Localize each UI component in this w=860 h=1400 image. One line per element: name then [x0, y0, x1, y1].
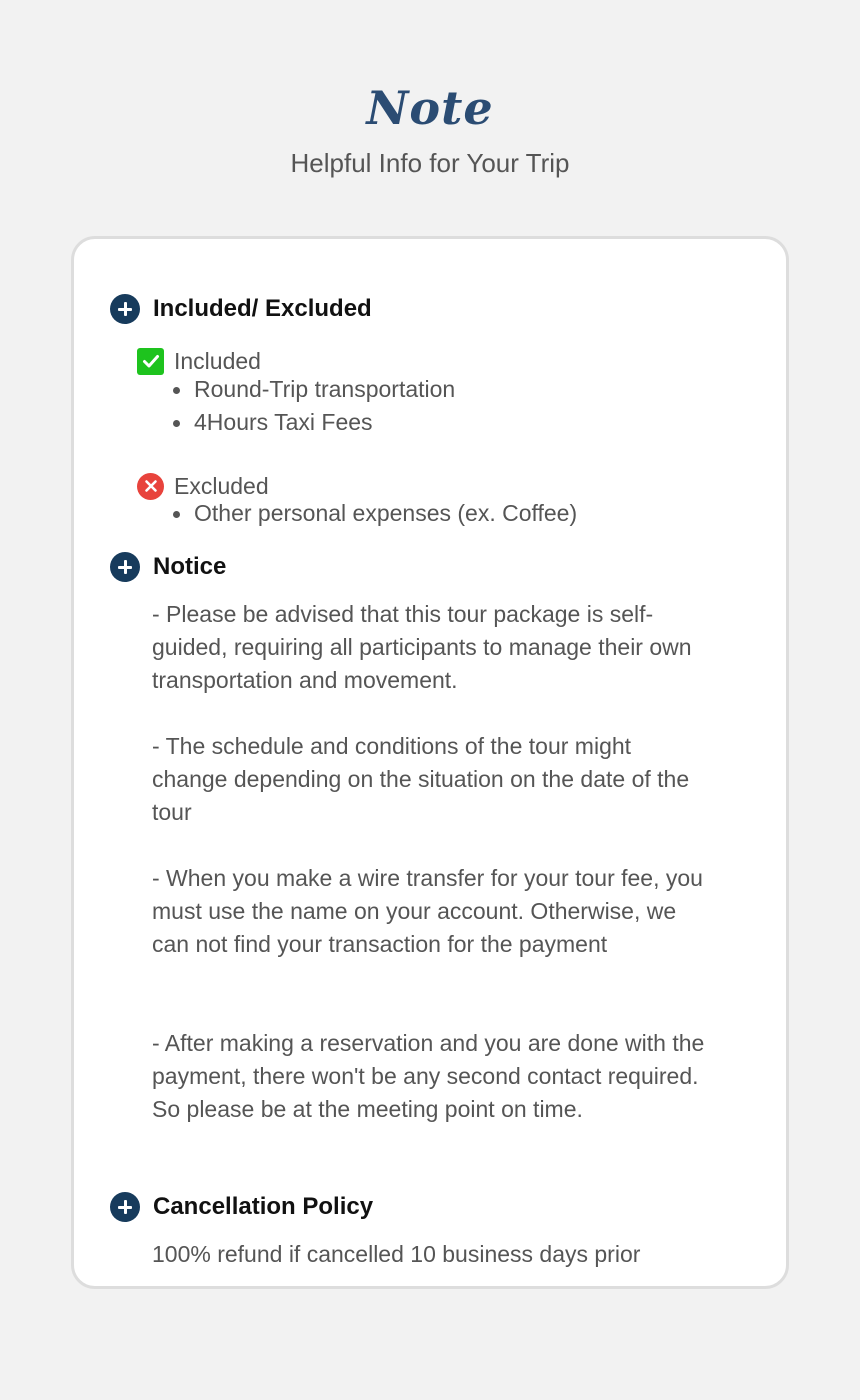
page-title: Note [366, 81, 494, 135]
list-item: Other personal expenses (ex. Coffee) [173, 497, 577, 530]
list-item: Round-Trip transportation [173, 373, 455, 406]
excluded-label: Excluded [174, 473, 269, 499]
excluded-list [173, 497, 577, 530]
included-label-row [137, 347, 261, 375]
included-list [173, 373, 455, 439]
page-subtitle: Helpful Info for Your Trip [290, 148, 570, 178]
included-label: Included [174, 348, 261, 374]
notice-paragraph: - The schedule and conditions of the tour might change depending on the situation on the date of the tour [152, 733, 690, 825]
x-circle-icon [137, 473, 164, 500]
section-title: Cancellation Policy [153, 1193, 374, 1220]
plus-circle-icon[interactable] [110, 552, 140, 582]
plus-circle-icon[interactable] [110, 1192, 140, 1222]
section-title: Included/ Excluded [153, 295, 372, 322]
section-included-excluded[interactable] [110, 294, 372, 324]
info-card [71, 236, 789, 1289]
cancellation-text: 100% refund if cancelled 10 business days prior [152, 1241, 641, 1267]
notice-paragraph: - Please be advised that this tour package is self-guided, requiring all participants to manage their own transportation and movement. [152, 601, 692, 693]
section-cancellation[interactable] [110, 1192, 373, 1222]
plus-circle-icon[interactable] [110, 294, 140, 324]
notice-paragraph: - After making a reservation and you are done with the payment, there won't be any second contact required. So please be at the meeting point on time. [152, 1030, 705, 1122]
excluded-label-row [137, 472, 269, 500]
list-item: 4Hours Taxi Fees [173, 406, 455, 439]
section-title: Notice [153, 553, 227, 580]
notice-paragraph: - When you make a wire transfer for your tour fee, you must use the name on your account. Otherwise, we can not find your transaction for the payment [152, 865, 703, 957]
section-notice[interactable] [110, 552, 226, 582]
check-square-icon [137, 348, 164, 375]
page-header [0, 78, 860, 178]
